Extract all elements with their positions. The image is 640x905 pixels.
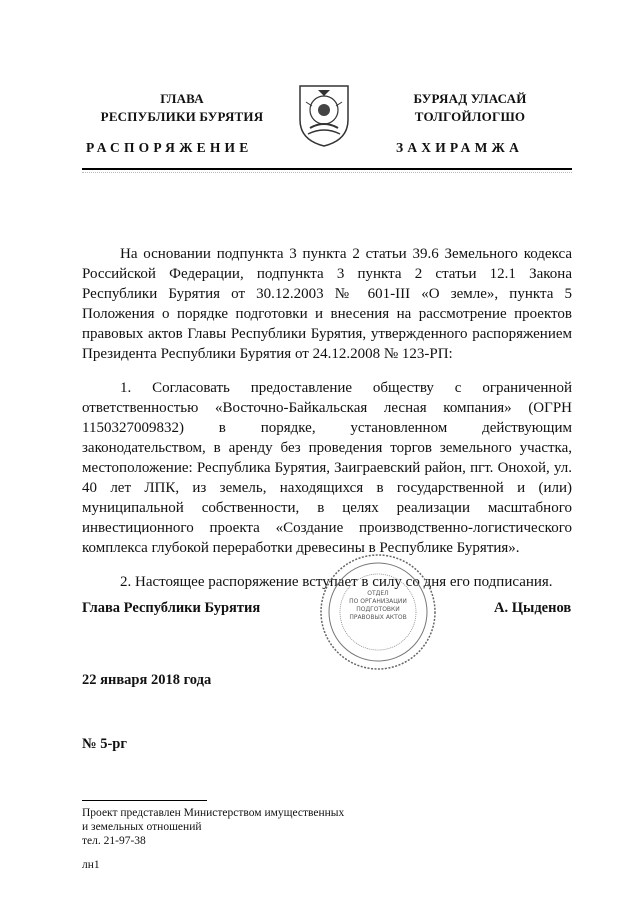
header-divider [82,168,572,170]
footer-line2: и земельных отношений [82,821,202,833]
signatory-position: Глава Республики Бурятия [82,600,261,616]
header-left-line1: ГЛАВА [160,91,204,106]
stamp-line4: ПРАВОВЫХ АКТОВ [349,614,407,621]
item-1-paragraph: 1. Согласовать предоставление обществу с ограниченной ответственностью «Восточно-Байкальская лесная компания» (ОГРН 1150327009832) в порядке, установленном действующим законодательством, в аренду без проведения торгов земельного участка, местоположение: Республика Бурятия, Заиграевский район, пгт. Онохой, ул. 40 лет ЛПК, из земель, находящихся в государственной и (или) муниципальной собственности, в целях реализации масштабного инвестиционного проекта «Создание производственно-логистического комплекса глубокой переработки древесины в Республике Бурятия». [82,380,572,556]
doc-type-right: ЗАХИРАМЖА [396,140,524,155]
signatory-name: А. Цыденов [494,600,572,616]
header-dotted-line [82,172,572,173]
preamble-paragraph: На основании подпункта 3 пункта 2 статьи 39.6 Земельного кодекса Российской Федерации, подпункта 3 пункта 2 статьи 12.1 Закона Республики Бурятия от 30.12.2003 № 601-III «О земле», пункта 5 Положения о порядке подготовки и внесения на рассмотрение проектов правовых актов Главы Республики Бурятия, утвержденного распоряжением Президента Республики Бурятия от 24.12.2008 № 123-РП: [82,246,572,362]
document-body [82,244,572,592]
header-left-line2: РЕСПУБЛИКИ БУРЯТИЯ [100,109,264,124]
footer-note [82,806,344,872]
doc-type-left: РАСПОРЯЖЕНИЕ [86,140,253,155]
footer-line3: тел. 21-97-38 [82,835,146,847]
header-right-line2: ТОЛГОЙЛОГШО [414,109,526,124]
header-right-line1: БУРЯАД УЛАСАЙ [413,91,527,106]
header-left [82,90,282,126]
document-number: № 5-рг [82,736,127,752]
stamp-line2: ПО ОРГАНИЗАЦИИ [349,598,407,605]
stamp-line1: ОТДЕЛ [367,590,389,597]
coat-of-arms-emblem [296,80,352,148]
footer-code: лн1 [82,859,100,871]
item-2-paragraph: 2. Настоящее распоряжение вступает в силу со дня его подписания. [120,574,553,590]
footer-line1: Проект представлен Министерством имущественных [82,807,345,819]
official-seal-stamp [318,552,438,672]
header-right [370,90,570,126]
stamp-line3: ПОДГОТОВКИ [356,606,400,613]
footnote-divider [82,800,207,801]
document-date: 22 января 2018 года [82,672,212,688]
